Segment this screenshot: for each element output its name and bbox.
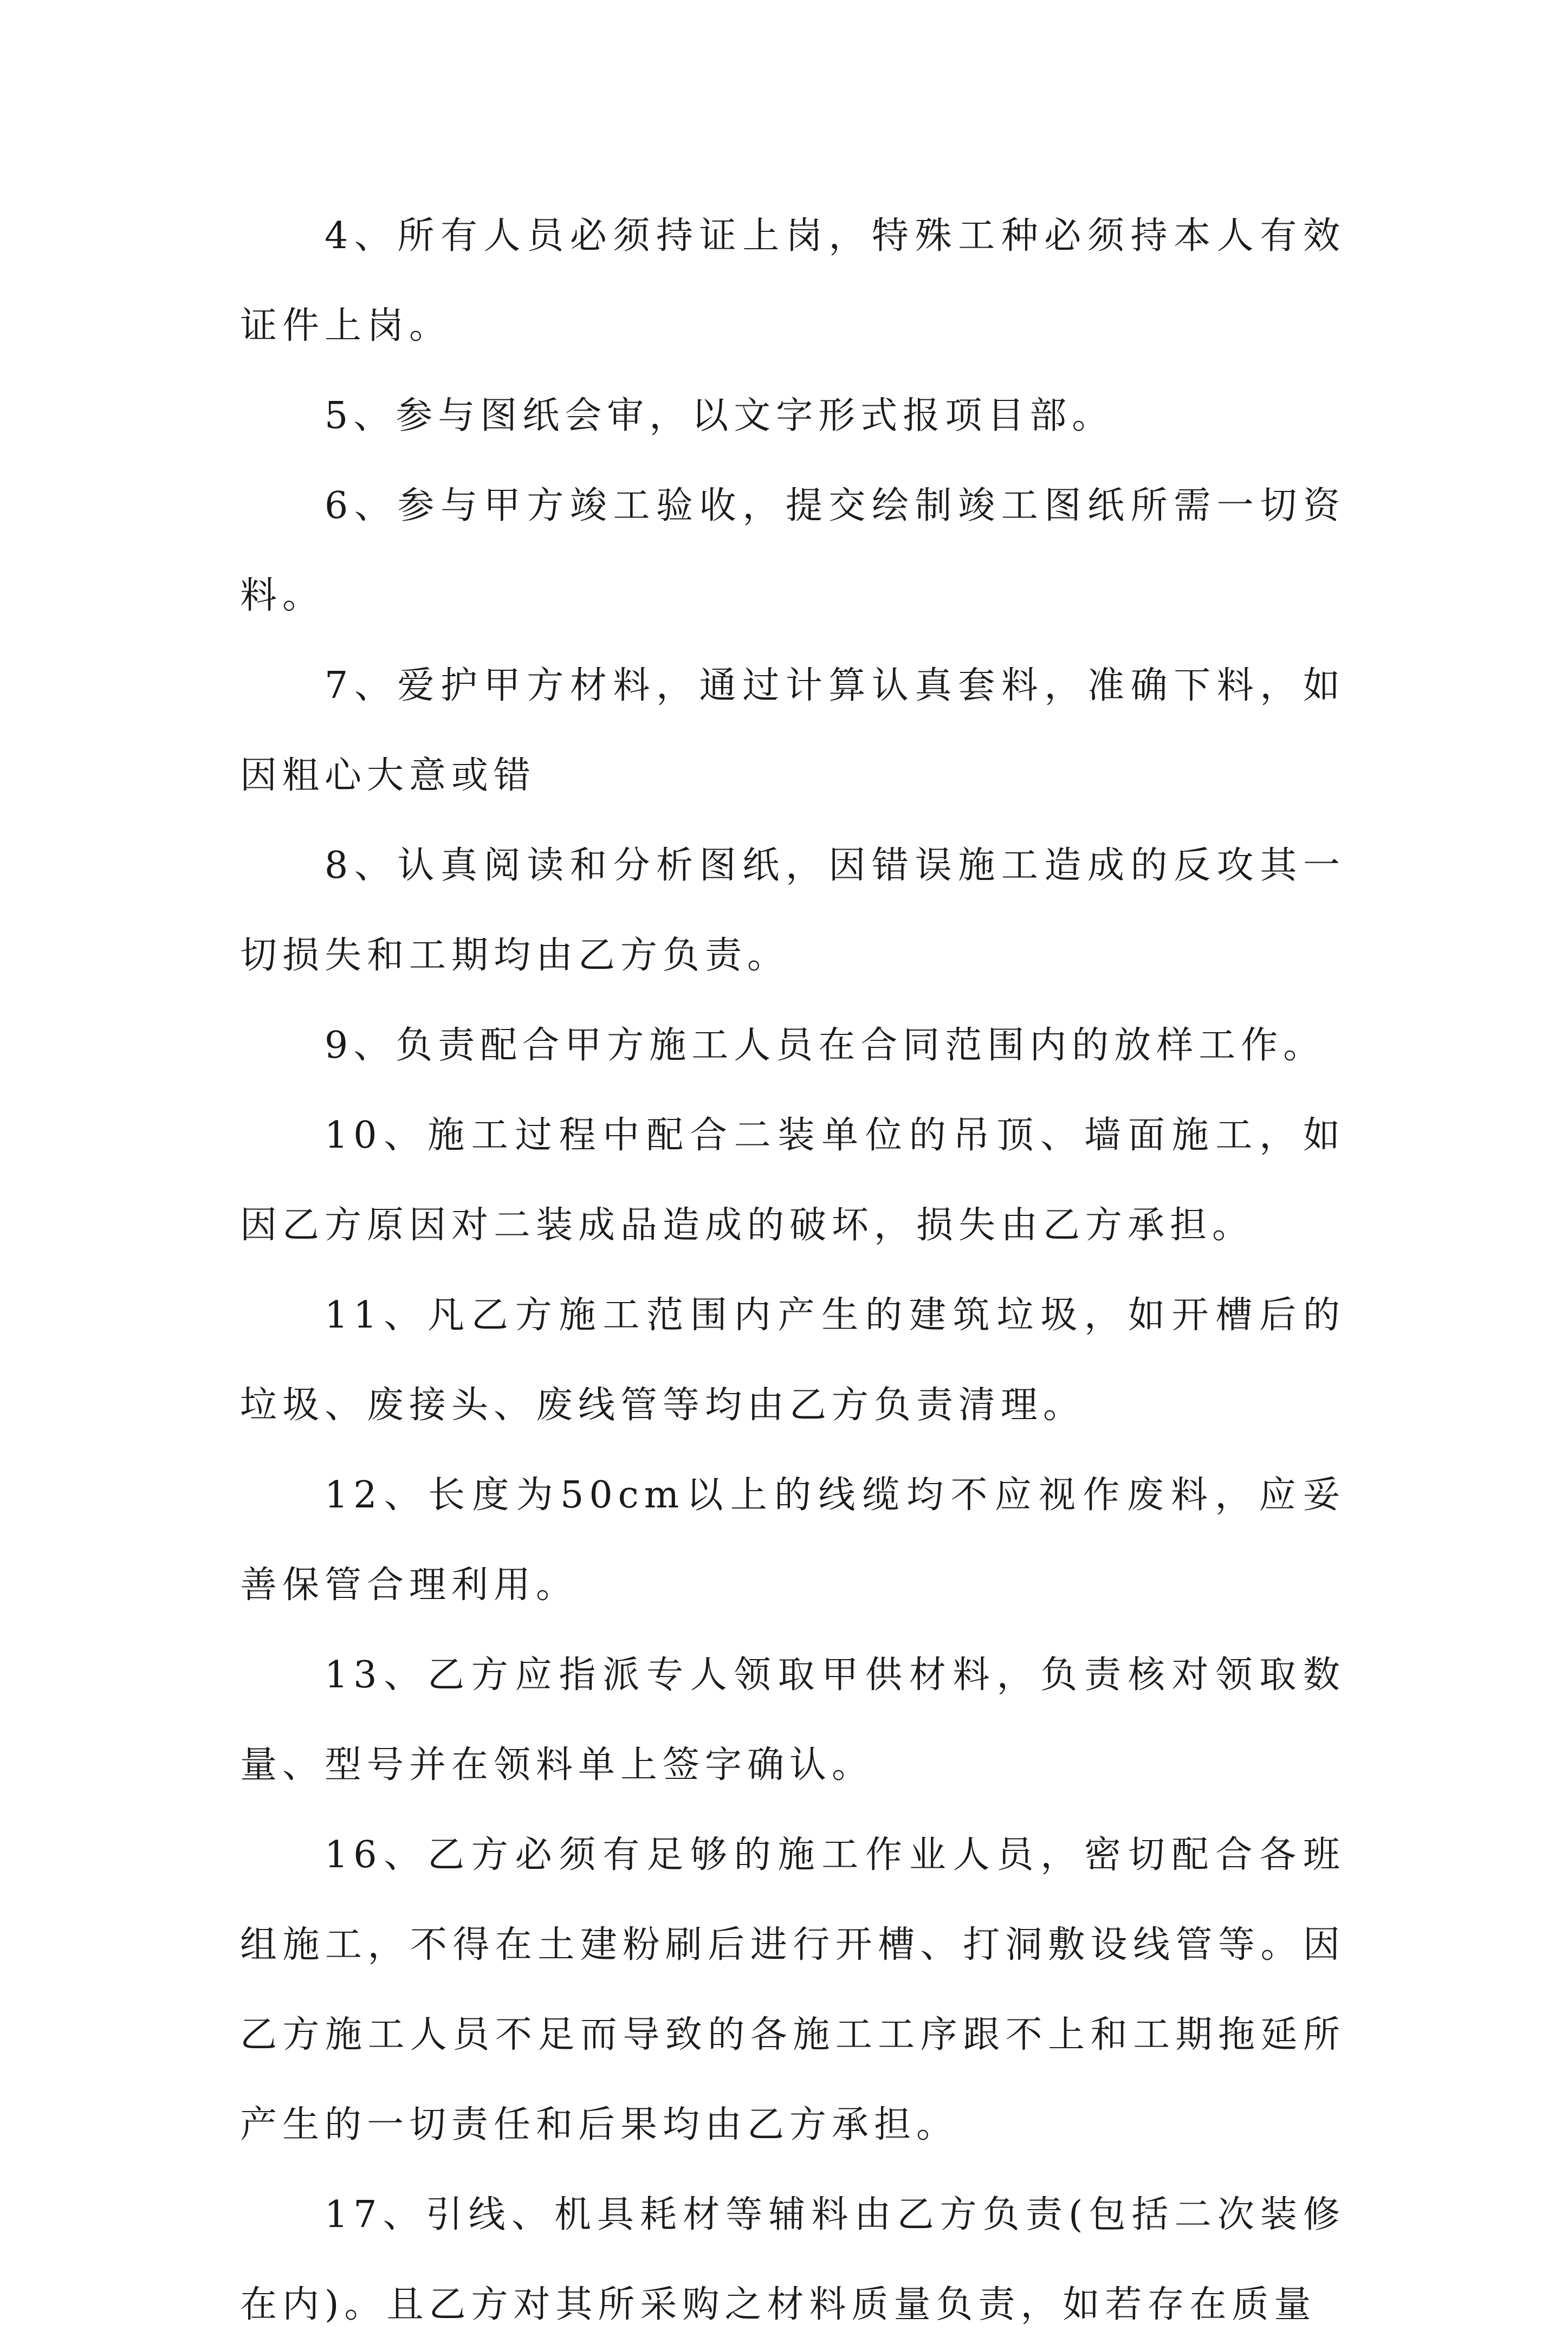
clause-17: 17、引线、机具耗材等辅料由乙方负责(包括二次装修在内)。且乙方对其所采购之材料质量负责，如若存在质量	[240, 2193, 1345, 2326]
clause-5: 5、参与图纸会审，以文字形式报项目部。	[325, 394, 1115, 437]
clause-16: 16、乙方必须有足够的施工作业人员，密切配合各班组施工，不得在土建粉刷后进行开槽、打洞敷设线管等。因乙方施工人员不足而导致的各施工工序跟不上和工期拖延所产生的一切责任和后果均由乙方承担。	[240, 1834, 1345, 2146]
clause-9: 9、负责配合甲方施工人员在合同范围内的放样工作。	[325, 1024, 1326, 1067]
clause-11: 11、凡乙方施工范围内产生的建筑垃圾，如开槽后的垃圾、废接头、废线管等均由乙方负责清理。	[240, 1294, 1345, 1427]
clause-7: 7、爱护甲方材料，通过计算认真套料，准确下料，如因粗心大意或错	[240, 664, 1345, 797]
clause-8: 8、认真阅读和分析图纸，因错误施工造成的反攻其一切损失和工期均由乙方负责。	[240, 844, 1345, 977]
clause-4: 4、所有人员必须持证上岗，特殊工种必须持本人有效证件上岗。	[240, 215, 1345, 347]
document-body	[240, 191, 1345, 2350]
clause-13: 13、乙方应指派专人领取甲供材料，负责核对领取数量、型号并在领料单上签字确认。	[240, 1654, 1345, 1786]
clause-6: 6、参与甲方竣工验收，提交绘制竣工图纸所需一切资料。	[240, 484, 1345, 617]
clause-10: 10、施工过程中配合二装单位的吊顶、墙面施工，如因乙方原因对二装成品造成的破坏，损失由乙方承担。	[240, 1114, 1345, 1247]
clause-12: 12、长度为50cm以上的线缆均不应视作废料，应妥善保管合理利用。	[240, 1474, 1345, 1607]
